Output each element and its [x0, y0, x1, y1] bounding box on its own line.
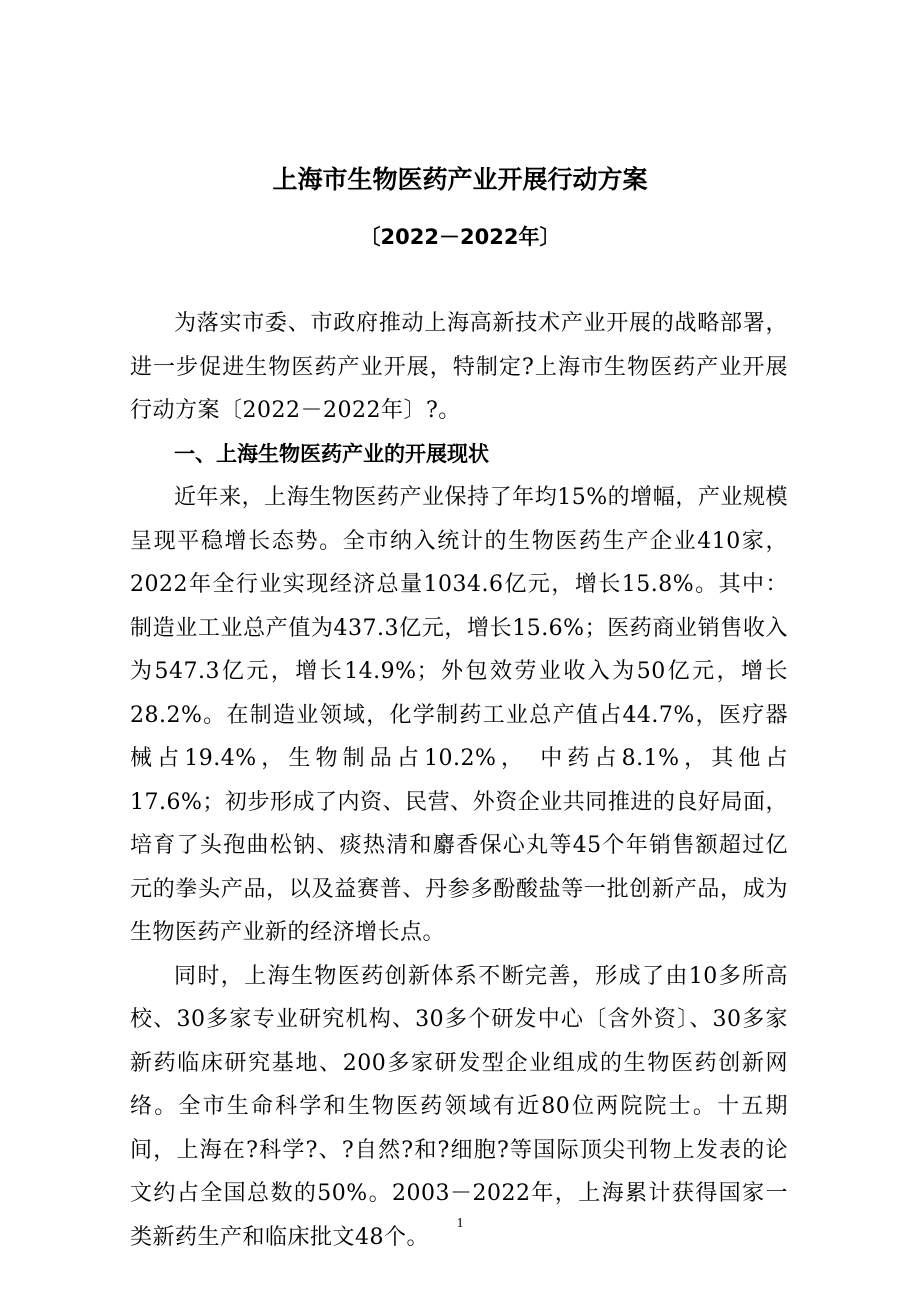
intro-paragraph: 为落实市委、市政府推动上海高新技术产业开展的战略部署，进一步促进生物医药产业开展，特制定?上海市生物医药产业开展行动方案〔2022－2022年〕?。	[130, 311, 788, 423]
status-paragraph: 近年来，上海生物医药产业保持了年均15%的增幅，产业规模呈现平稳增长态势。全市纳入统计的生物医药生产企业410家，2022年全行业实现经济总量1034.6亿元，增长15.8%。其中：制造业工业总产值为437.3亿元，增长15.6%；医药商业销售收入为547.3亿元，增长14.9%；外包效劳业收入为50亿元，增长28.2%。在制造业领域，化学制药工业总产值占44.7%，医疗器械占19.4%，生物制品占10.2%， 中药占8.1%，其他占17.6%；初步形成了内资、民营、外资企业共同推进的良好局面，培育了头孢曲松钠、痰热清和麝香保心丸等45个年销售额超过亿元的拳头产品，以及益赛普、丹参多酚酸盐等一批创新产品，成为生物医药产业新的经济增长点。	[130, 485, 788, 945]
page-number: 1	[456, 1216, 464, 1231]
document-body	[130, 302, 788, 1259]
section-heading: 一、上海生物医药产业的开展现状	[174, 441, 489, 466]
document-title: 上海市生物医药产业开展行动方案	[272, 165, 648, 194]
innovation-paragraph: 同时，上海生物医药创新体系不断完善，形成了由10多所高校、30多家专业研究机构、30多个研发中心〔含外资〕、30多家新药临床研究基地、200多家研发型企业组成的生物医药创新网络。全市生命科学和生物医药领域有近80位两院院士。十五期间，上海在?科学?、?自然?和?细胞?等国际顶尖刊物上发表的论文约占全国总数的50%。2003－2022年，上海累计获得国家一类新药生产和临床批文48个。	[130, 963, 788, 1250]
document-subtitle: 〔2022－2022年〕	[359, 225, 561, 249]
